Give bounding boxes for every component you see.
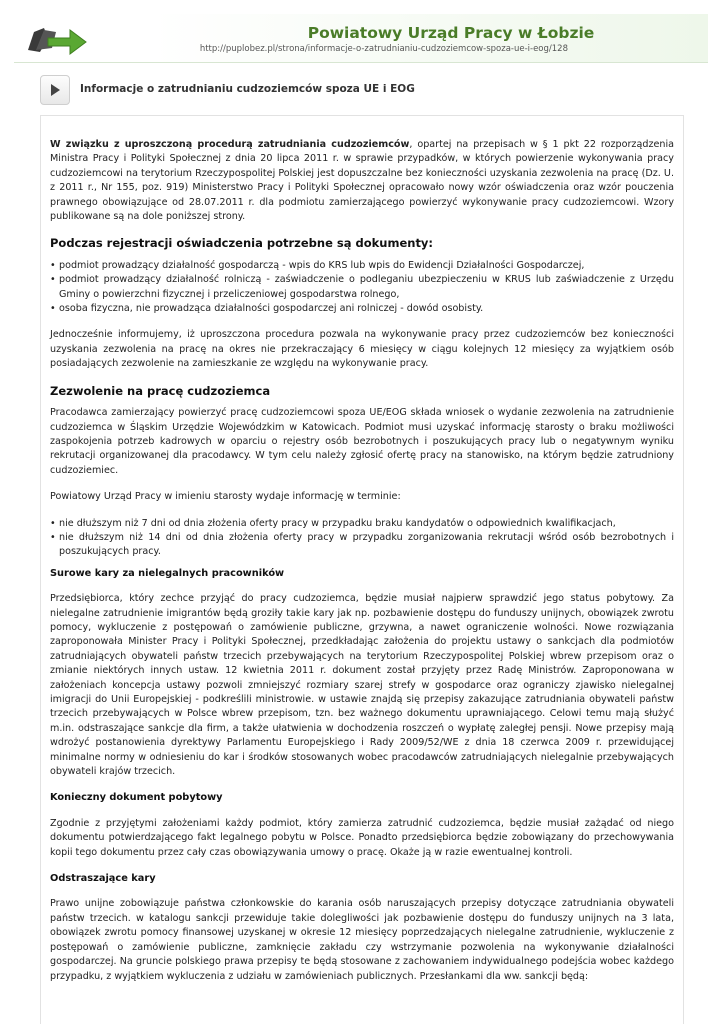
arrow-button[interactable]	[40, 75, 70, 105]
permit-paragraph: Pracodawca zamierzający powierzyć pracę cudzoziemcowi spoza UE/EOG składa wniosek o wydanie zezwolenia na zatrudnienie cudzoziemca w Śląskim Urzędzie Wojewódzkim w Katowicach. Podmiot musi uzyskać informację starosty o braku możliwości zaspokojenia potrzeb kadrowych w oparciu o rejestry osób bezrobotnych i poszukujących pracy lub o negatywnym wyniku rekrutacji organizowanej dla pracodawcy. W tym celu należy zgłosić ofertę pracy na stanowisko, na którym będzie zatrudniony cudzoziemiec.	[50, 407, 674, 476]
heading-deterrent: Odstraszające kary	[50, 873, 156, 885]
page-heading-bar	[40, 75, 680, 107]
page-title: Informacje o zatrudnianiu cudzoziemców spoza UE i EOG	[80, 83, 415, 95]
bullet-icon: •	[50, 259, 56, 271]
site-title[interactable]: Powiatowy Urząd Pracy w Łobzie	[307, 24, 595, 42]
heading-documents: Podczas rejestracji oświadczenia potrzebne są dokumenty:	[50, 236, 434, 251]
list-item: • osoba fizyczna, nie prowadząca działalności gospodarczej ani rolniczej - dowód osobisty.	[50, 302, 674, 316]
list-item: • nie dłuższym niż 7 dni od dnia złożenia oferty pracy w przypadku braku kandydatów o odpowiednich kwalifikacjach,	[50, 517, 674, 531]
bullet-icon: •	[50, 531, 56, 543]
documents-list	[50, 259, 674, 317]
list-item: • podmiot prowadzący działalność gospodarczą - wpis do KRS lub wpis do Ewidencji Działalności Gospodarczej,	[50, 259, 674, 273]
bullet-icon: •	[50, 517, 56, 529]
office-paragraph: Powiatowy Urząd Pracy w imieniu starosty wydaje informację w terminie:	[50, 491, 401, 503]
intro-text: , opartej na przepisach w § 1 pkt 22 rozporządzenia Ministra Pracy i Polityki Społecznej z dnia 20 lipca 2011 r. w sprawie przypadków, w których powierzenie wykonywania pracy cudzoziemcowi na terytorium Rzeczypospolitej Polskiej jest dopuszczalne bez konieczności uzyskania zezwolenia na pracę (Dz. U. z 2011 r., Nr 155, poz. 919) Ministerstwo Pracy i Polityki Społecznej opracowało nowy wzór oświadczenia oraz wzór pouczenia prawnego obowiązujące od 28.07.2011 r. dla podmiotu zamierzającego powierzyć wykonywanie pracy cudzoziemcowi. Wzory publikowane są na dole poniższej strony.	[50, 139, 675, 223]
article-content	[50, 138, 674, 996]
deadlines-list	[50, 517, 674, 560]
intro-bold: W związku z uproszczoną procedurą zatrudniania cudzoziemców	[50, 139, 410, 150]
list-item: • nie dłuższym niż 14 dni od dnia złożenia oferty pracy w przypadku zorganizowania rekrutacji wśród osób bezrobotnych i poszukujących pracy.	[50, 531, 674, 558]
bullet-icon: •	[50, 274, 56, 286]
heading-penalties: Surowe kary za nielegalnych pracowników	[50, 567, 285, 579]
deterrent-paragraph: Prawo unijne zobowiązuje państwa członkowskie do karania osób naruszających przepisy dotyczące zatrudniania obywateli państw trzecich. w katalogu sankcji przewiduje takie dolegliwości jak pozbawienie dostępu do funduszy unijnych na 3 lata, obowiązek zwrotu pomocy finansowej uzyskanej w okresie 12 miesięcy poprzedzających nielegalne zatrudnienie, wykluczenie z postępowań o zamówienie publiczne, zamknięcie zakładu czy wstrzymanie pozwolenia na wykonywanie działalności gospodarczej. Na gruncie polskiego prawa przepisy te będą stosowane z zachowaniem indywidualnego podejścia wobec każdego przypadku, z wyjątkiem wykluczenia z udziału w zamówieniach publicznych. Przesłankami dla ww. sankcji będą:	[50, 898, 674, 982]
heading-permit: Zezwolenie na pracę cudzoziemca	[50, 383, 271, 398]
intro-paragraph	[50, 138, 674, 224]
list-item: • podmiot prowadzący działalność rolniczą - zaświadczenie o podleganiu ubezpieczeniu w KRUS lub zaświadczenie z Urzędu Gminy o powierzchni fizycznej i przeliczeniowej gospodarstwa rolnego,	[50, 274, 674, 300]
site-header	[14, 14, 708, 63]
residence-document-paragraph: Zgodnie z przyjętymi założeniami każdy podmiot, który zamierza zatrudnić cudzoziemca, będzie musiał zażądać od niego dokumentu potwierdzającego fakt legalnego pobytu w Polsce. Ponadto przedsiębiorca będzie zobowiązany do przechowywania kopii tego dokumentu przez cały czas obowiązywania umowy o pracę. Okaże ją w razie ewentualnej kontroli.	[50, 817, 674, 858]
heading-residence-document: Konieczny dokument pobytowy	[50, 792, 223, 804]
page-url[interactable]: http://puplobez.pl/strona/informacje-o-zatrudnianiu-cudzoziemcow-spoza-ue-i-eog/128	[199, 44, 568, 54]
penalties-paragraph: Przedsiębiorca, który zechce przyjąć do pracy cudzoziemca, będzie musiał najpierw sprawdzić jego status pobytowy. Za nielegalne zatrudnienie imigrantów będą groziły takie kary jak np. pozbawienie dostępu do funduszy unijnych, obowiązek zwrotu pomocy, wykluczenie z postępowań o zamówienie publiczne, grzywna, a nawet ograniczenie wolności. Nowe rozwiązania zaproponowała Minister Pracy i Polityki Społecznej, przedkładając założenia do projektu ustawy o sankcjach dla podmiotów zatrudniających obywateli państw trzecich przebywających na terytorium Rzeczypospolitej Polskiej wbrew przepisom oraz o zmianie niektórych innych ustaw. 12 kwietnia 2011 r. dokument został przyjęty przez Radę Ministrów. Zaproponowana w założeniach koncepcja ustawy pozwoli zmniejszyć rozmiary szarej strefy w gospodarce oraz ograniczy zjawisko nielegalnej imigracji do Unii Europejskiej - podkreślili ministrowie. w ustawie znajdą się przepisy zakazujące zatrudniania obywateli państw trzecich przebywających w Polsce wbrew przepisom, tzn. bez ważnego dokumentu uprawniającego. Celowi temu mają służyć m.in. odstraszające sankcje dla firm, a także ułatwienia w dochodzenia roszczeń o wypłatę zaległej pensji. Nowe przepisy mają wdrożyć postanowienia dyrektywy Parlamentu Europejskiego i Rady 2009/52/WE z dnia 18 czerwca 2009 r. przewidującej minimalne normy w odniesieniu do kar i środków stosowanych wobec pracodawców zatrudniających nielegalnie przebywających obywateli krajów trzecich.	[50, 593, 674, 778]
chevron-right-icon	[48, 83, 62, 97]
bullet-icon: •	[50, 303, 56, 315]
inform-paragraph: Jednocześnie informujemy, iż uproszczona procedura pozwala na wykonywanie pracy przez cudzoziemców bez konieczności uzyskania zezwolenia na pracę na okres nie przekraczający 6 miesięcy w ciągu kolejnych 12 miesięcy za wyjątkiem osób posiadających zezwolenie na zamieszkanie ze względu na wykonywanie pracy.	[50, 329, 674, 370]
